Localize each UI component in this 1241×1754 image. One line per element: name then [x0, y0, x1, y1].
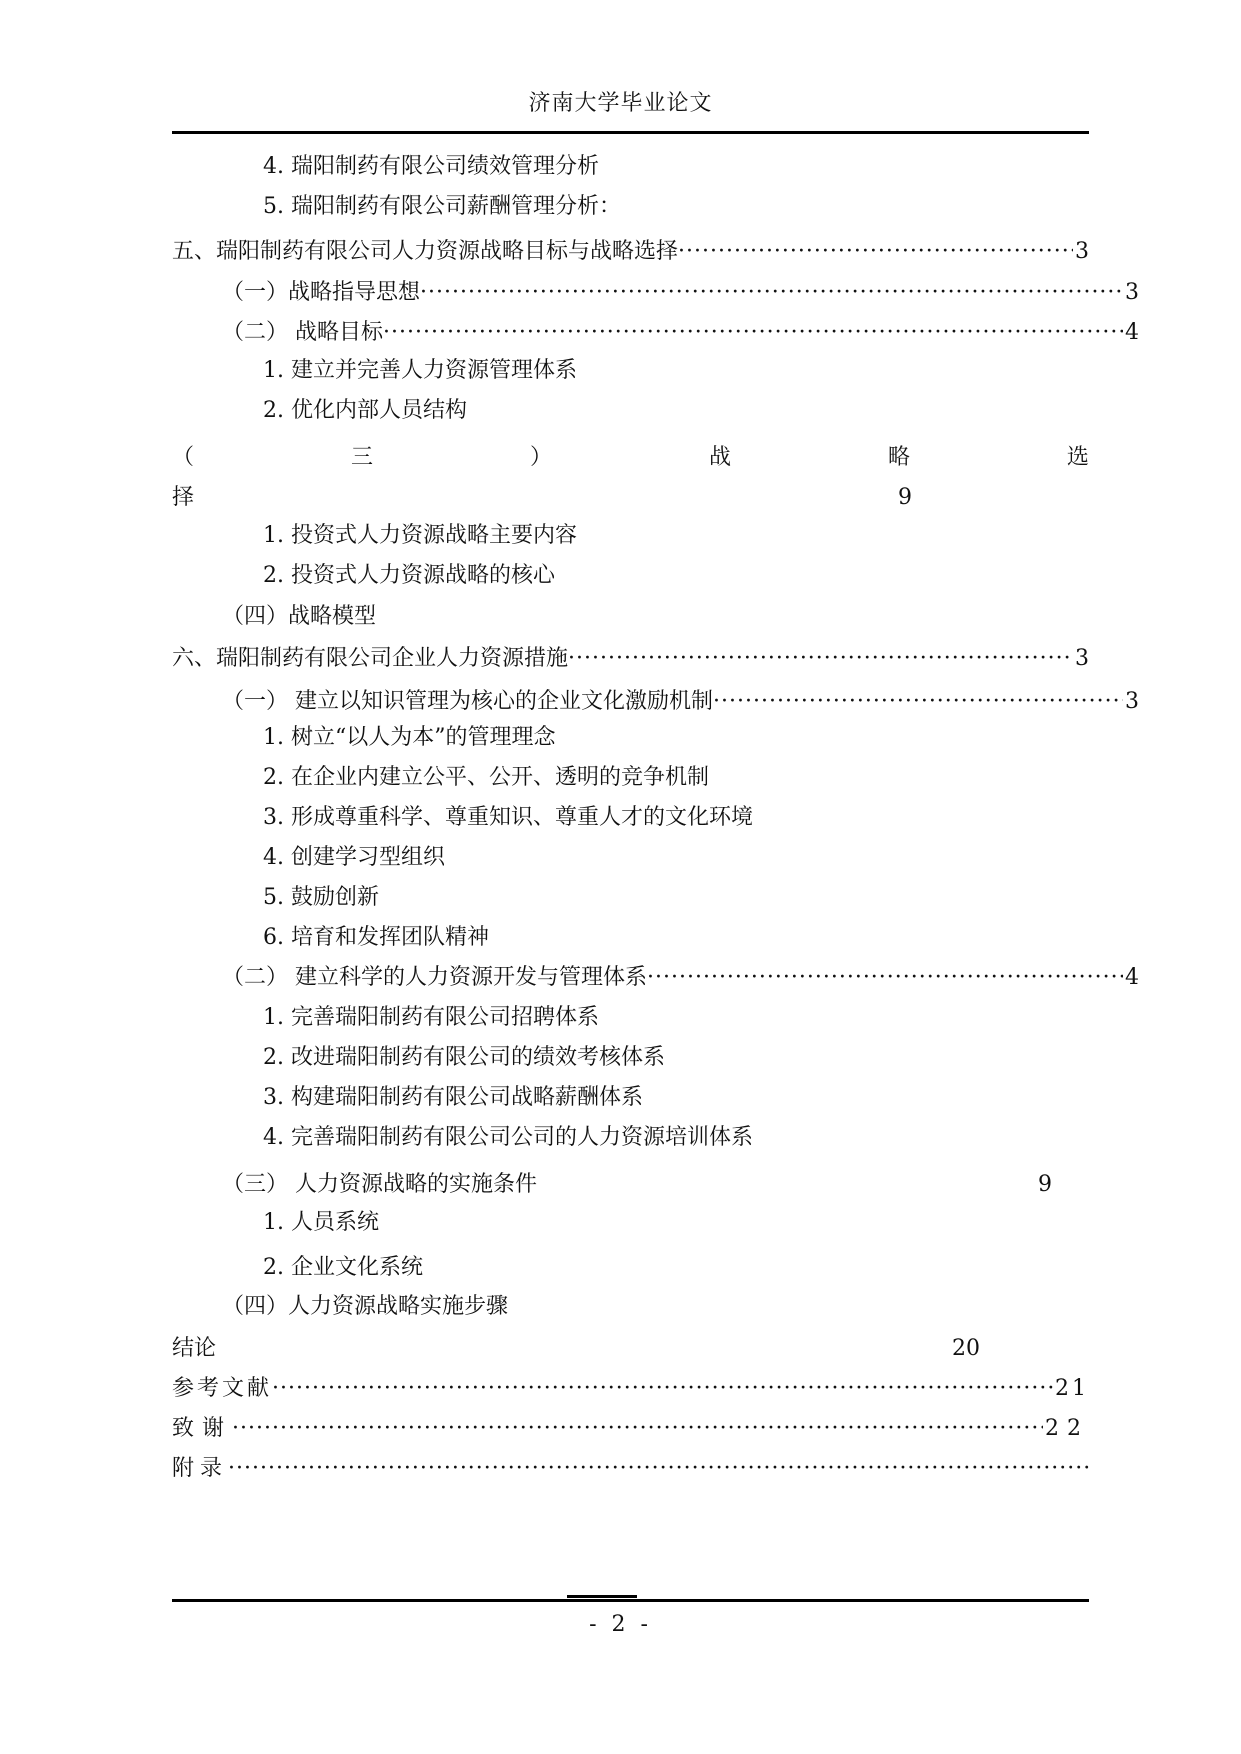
split-heading-tail: 择 [172, 485, 195, 510]
toc-item-page: 9 [898, 485, 912, 510]
toc-item [172, 844, 1180, 872]
toc-item-page: 3 [1125, 280, 1139, 305]
toc-leader-dots [232, 1415, 1043, 1443]
toc-item [172, 522, 1180, 550]
toc-item-page: 3 [1125, 689, 1139, 714]
split-heading-char: 三 [350, 445, 373, 470]
toc-item [172, 1293, 1139, 1321]
toc-item [172, 1415, 1089, 1443]
toc-item-text: 1. 完善瑞阳制药有限公司招聘体系 [263, 1005, 599, 1030]
toc-leader-dots [713, 688, 1123, 716]
toc-item [172, 1084, 1180, 1112]
toc-leader-dots [568, 645, 1073, 673]
toc-item-text: 2. 企业文化系统 [263, 1255, 423, 1280]
toc-item-text: 4. 完善瑞阳制药有限公司公司的人力资源培训体系 [263, 1125, 753, 1150]
footer-rule-accent [567, 1595, 637, 1598]
split-heading-char: 略 [887, 445, 910, 470]
toc-item [172, 688, 1139, 716]
toc-item-page: 4 [1125, 320, 1139, 345]
toc-item [172, 724, 1180, 752]
toc-leader-dots [420, 279, 1123, 307]
toc-item-text: 6. 培育和发挥团队精神 [263, 925, 489, 950]
toc-item-text: （二） 建立科学的人力资源开发与管理体系 [222, 965, 647, 990]
toc-item [172, 562, 1180, 590]
toc-item-text: 4. 瑞阳制药有限公司绩效管理分析 [263, 154, 599, 179]
toc-item-text: 结论 [172, 1336, 217, 1361]
toc-item-text: （三） 人力资源战略的实施条件 [222, 1172, 537, 1197]
toc-item [172, 964, 1139, 992]
toc-item [172, 1455, 1089, 1483]
toc-item [172, 1004, 1180, 1032]
toc-item-text: 五、瑞阳制药有限公司人力资源战略目标与战略选择 [172, 239, 679, 264]
toc-item [172, 1335, 980, 1363]
page-header-title: 济南大学毕业论文 [528, 91, 713, 116]
toc-item-text: 5. 瑞阳制药有限公司薪酬管理分析： [263, 194, 621, 219]
toc-item-text: 1. 树立“以人为本”的管理理念 [263, 725, 556, 750]
toc-item-page: 20 [952, 1336, 980, 1361]
toc-item-page: 4 [1125, 965, 1139, 990]
toc-item-text: 2. 投资式人力资源战略的核心 [263, 563, 555, 588]
toc-item-text: 3. 构建瑞阳制药有限公司战略薪酬体系 [263, 1085, 643, 1110]
split-heading-char: （ [172, 445, 195, 470]
toc-item-text: 5. 鼓励创新 [263, 885, 379, 910]
toc-item-text: （一）战略指导思想 [222, 280, 421, 305]
toc-item-text: （四）人力资源战略实施步骤 [222, 1294, 509, 1319]
toc-leader-dots [383, 319, 1123, 347]
split-heading-char: 选 [1066, 445, 1089, 470]
toc-item [172, 153, 1180, 181]
toc-item-text: 2. 在企业内建立公平、公开、透明的竞争机制 [263, 765, 709, 790]
toc-item-text: 六、瑞阳制药有限公司企业人力资源措施 [172, 646, 569, 671]
toc-item [172, 1124, 1180, 1152]
toc-item-text: （四）战略模型 [222, 604, 377, 629]
toc-item-page: 21 [1055, 1376, 1089, 1401]
toc-item [172, 1254, 1180, 1282]
toc-item-text: 致谢 [172, 1416, 233, 1441]
toc-item [172, 764, 1180, 792]
toc-item-page: 22 [1045, 1416, 1089, 1441]
toc-item-split-heading [172, 444, 1089, 472]
toc-leader-dots [228, 1455, 1089, 1483]
toc-item-page: 9 [1038, 1172, 1052, 1197]
page-number: - 2 - [589, 1612, 652, 1637]
toc-item-text: 1. 投资式人力资源战略主要内容 [263, 523, 577, 548]
toc-item-text: （二） 战略目标 [222, 320, 383, 345]
toc-item [172, 1375, 1089, 1403]
header-rule [172, 131, 1089, 134]
toc-item [172, 1044, 1180, 1072]
toc-item [172, 924, 1180, 952]
toc-item-text: 3. 形成尊重科学、尊重知识、尊重人才的文化环境 [263, 805, 753, 830]
toc-item-text: 附录 [172, 1456, 229, 1481]
split-heading-char: ） [529, 445, 552, 470]
toc-item [172, 238, 1089, 266]
toc-item-text: 4. 创建学习型组织 [263, 845, 445, 870]
toc-item-page: 3 [1075, 646, 1089, 671]
toc-item-text: 1. 建立并完善人力资源管理体系 [263, 358, 577, 383]
toc-item [172, 603, 1139, 631]
toc-item [172, 884, 1180, 912]
toc-item [172, 397, 1180, 425]
toc-item [172, 319, 1139, 347]
toc-item-text: 2. 改进瑞阳制药有限公司的绩效考核体系 [263, 1045, 665, 1070]
toc-item [172, 193, 1180, 221]
split-heading-char: 战 [708, 445, 731, 470]
toc-item-text: 2. 优化内部人员结构 [263, 398, 467, 423]
toc-item [172, 279, 1139, 307]
footer-rule [172, 1599, 1089, 1602]
toc-item-text: 1. 人员系统 [263, 1210, 379, 1235]
toc-item-text: （一） 建立以知识管理为核心的企业文化激励机制 [222, 689, 713, 714]
toc-item [172, 645, 1089, 673]
toc-item [172, 357, 1180, 385]
toc-leader-dots [678, 238, 1073, 266]
toc-item [172, 1209, 1180, 1237]
toc-leader-dots [272, 1375, 1053, 1403]
toc-item [172, 484, 912, 512]
toc-item [172, 1171, 1052, 1199]
toc-item-text: 参考文献 [172, 1376, 273, 1401]
toc-leader-dots [647, 964, 1123, 992]
toc-item [172, 804, 1180, 832]
toc-item-page: 3 [1075, 239, 1089, 264]
